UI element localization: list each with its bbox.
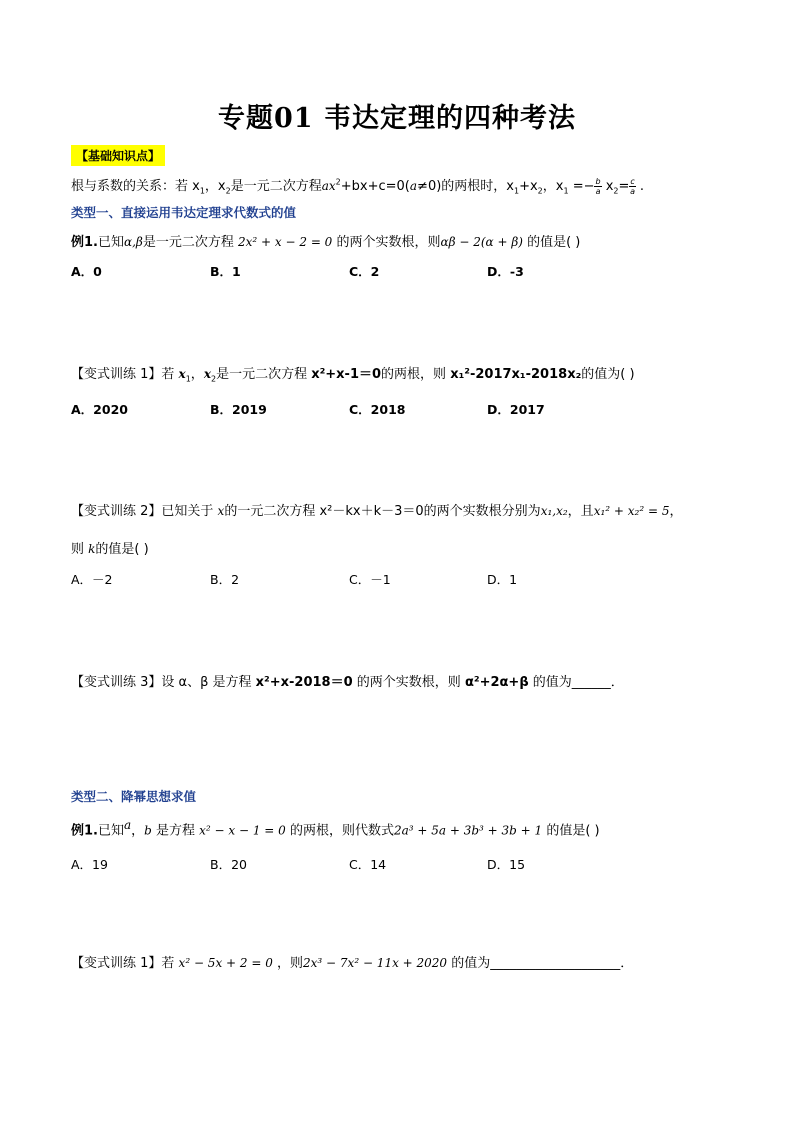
ex1-option-b: B．1 <box>210 264 241 279</box>
ex2-option-a: A．19 <box>71 857 108 872</box>
fraction-c-over-a: $\frac{c}{a}$ <box>630 177 636 196</box>
example-2: 例1.已知$^a$，b 是方程 x² − x − 1 = 0 的两根，则代数式2a³ + 5a + 3b³ + 3b + 1 的值是( ) <box>71 818 600 839</box>
type-one-heading: 类型一、直接运用韦达定理求代数式的值 <box>71 205 297 220</box>
fraction-b-over-a: $\frac{b}{a}$ <box>595 177 601 196</box>
v1-option-a: A．2020 <box>71 402 128 417</box>
variant-4: 【变式训练 1】若 x² − 5x + 2 = 0 ，则2x³ − 7x² − 11x + 2020 的值为____________________． <box>71 956 634 971</box>
v2-option-a: A．－2 <box>71 572 113 587</box>
ex1-option-d: D．-3 <box>487 264 524 279</box>
ex2-option-c: C．14 <box>349 857 387 872</box>
ex1-option-a: A．0 <box>71 264 102 279</box>
variant-2-line-2: 则 k的值是( ) <box>71 542 149 557</box>
v1-option-b: B．2019 <box>210 402 267 417</box>
v2-option-b: B．2 <box>210 572 240 587</box>
variant-1: 【变式训练 1】若 $x_1$，$x_2$是一元二次方程 x²+x-1＝0的两根，则 x₁²-2017x₁-2018x₂的值为( ) <box>71 367 635 384</box>
v2-option-c: C．－1 <box>349 572 391 587</box>
ex1-option-c: C．2 <box>349 264 380 279</box>
page-title: 专题01 韦达定理的四种考法 <box>218 103 576 134</box>
basic-relation: 根与系数的关系：若 $x_1$，$x_2$是一元二次方程$ax^2+bx+c=0(a\ne 0)$的两根时，$x_1+x_2$，$x_1$ =− $\frac{b}{a}$ $x_2=$ $\frac{c}{a}$ . <box>71 177 645 196</box>
ex2-option-d: D．15 <box>487 857 526 872</box>
ex2-option-b: B．20 <box>210 857 247 872</box>
example-1: 例1.已知α,β是一元二次方程 2x² + x − 2 = 0 的两个实数根，则αβ − 2(α + β) 的值是( ) <box>71 235 581 250</box>
variant-3: 【变式训练 3】设 α、β 是方程 x²+x-2018＝0 的两个实数根，则 α²+2α+β 的值为______． <box>71 675 624 690</box>
variant-2: 【变式训练 2】已知关于 x的一元二次方程 x²－kx＋k－3＝0的两个实数根分别为x₁,x₂，且x₁² + x₂² = 5， <box>71 504 683 519</box>
v1-option-c: C．2018 <box>349 402 406 417</box>
v2-option-d: D．1 <box>487 572 518 587</box>
basic-knowledge-tag: 【基础知识点】 <box>71 145 165 166</box>
type-two-heading: 类型二、降幂思想求值 <box>71 789 197 804</box>
v1-option-d: D．2017 <box>487 402 545 417</box>
